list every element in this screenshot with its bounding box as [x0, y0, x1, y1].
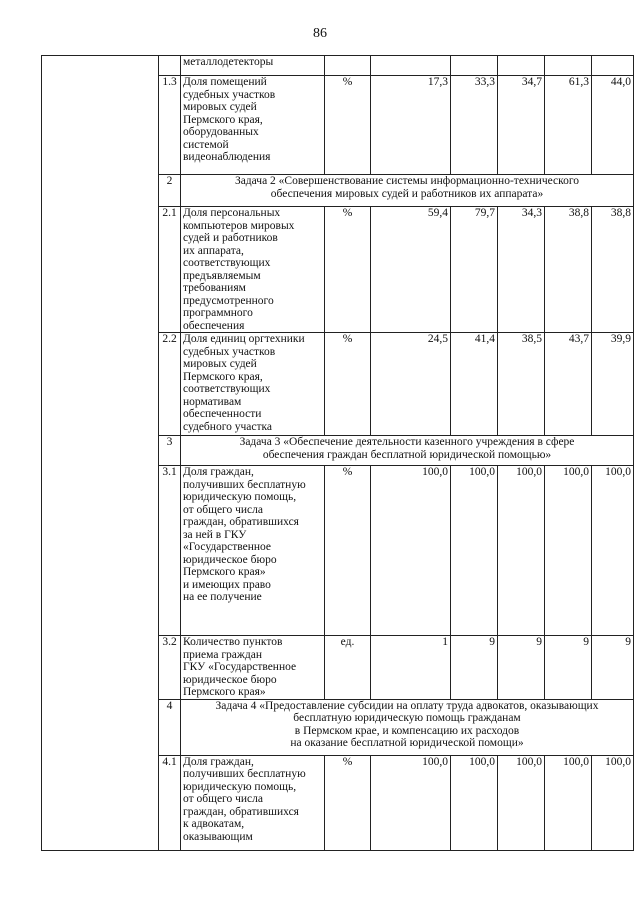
- value-cell: 34,7: [498, 76, 545, 175]
- row-number-cell: 4.1: [159, 755, 181, 850]
- value-cell: [592, 56, 634, 76]
- unit-cell: ед.: [325, 636, 371, 700]
- row-number-cell: 3.2: [159, 636, 181, 700]
- indicator-name-cell: Количество пунктов приема граждан ГКУ «Государственное юридическое бюро Пермского края»: [181, 636, 325, 700]
- value-cell: 100,0: [545, 755, 592, 850]
- value-cell: 59,4: [371, 207, 451, 333]
- indicator-name-cell: Доля граждан, получивших бесплатную юридическую помощь, от общего числа граждан, обратившихся к адвокатам, оказывающим: [181, 755, 325, 850]
- value-cell: 41,4: [451, 333, 498, 436]
- value-cell: 9: [592, 636, 634, 700]
- row-number-cell: 3: [159, 436, 181, 466]
- value-cell: 38,8: [592, 207, 634, 333]
- page-number: 86: [313, 26, 327, 41]
- indicator-name-cell: Доля помещений судебных участков мировых судей Пермского края, оборудованных системой видеонаблюдения: [181, 76, 325, 175]
- indicator-name-cell: Доля граждан, получивших бесплатную юридическую помощь, от общего числа граждан, обратившихся за ней в ГКУ «Государственное юридическое бюро Пермского края» и имеющих право на ее получение: [181, 466, 325, 636]
- value-cell: 100,0: [451, 755, 498, 850]
- row-number-cell: 2.1: [159, 207, 181, 333]
- indicator-name-cell: Доля персональных компьютеров мировых судей и работников их аппарата, соответствующих предъявляемым требованиям предусмотренного программного обеспечения: [181, 207, 325, 333]
- value-cell: 9: [451, 636, 498, 700]
- task-title-cell: Задача 4 «Предоставление субсидии на оплату труда адвокатов, оказывающих бесплатную юридическую помощь гражданам в Пермском крае, и компенсацию их расходов на оказание бесплатной юридической помощи»: [181, 699, 634, 755]
- value-cell: 34,3: [498, 207, 545, 333]
- value-cell: 9: [545, 636, 592, 700]
- value-cell: 44,0: [592, 76, 634, 175]
- unit-cell: [325, 56, 371, 76]
- value-cell: 38,8: [545, 207, 592, 333]
- value-cell: 61,3: [545, 76, 592, 175]
- blank-left-cell: [42, 56, 159, 851]
- value-cell: 9: [498, 636, 545, 700]
- value-cell: 100,0: [371, 466, 451, 636]
- indicator-name-cell: металлодетекторы: [181, 56, 325, 76]
- value-cell: 1: [371, 636, 451, 700]
- table-body: [42, 56, 634, 851]
- value-cell: 79,7: [451, 207, 498, 333]
- unit-cell: %: [325, 755, 371, 850]
- table-row: [42, 56, 634, 76]
- value-cell: [451, 56, 498, 76]
- value-cell: 100,0: [545, 466, 592, 636]
- unit-cell: %: [325, 207, 371, 333]
- value-cell: 100,0: [451, 466, 498, 636]
- row-number-cell: 3.1: [159, 466, 181, 636]
- value-cell: 39,9: [592, 333, 634, 436]
- value-cell: 38,5: [498, 333, 545, 436]
- value-cell: 100,0: [498, 466, 545, 636]
- task-title-cell: Задача 3 «Обеспечение деятельности казенного учреждения в сфере обеспечения граждан бесплатной юридической помощью»: [181, 436, 634, 466]
- value-cell: [371, 56, 451, 76]
- value-cell: 24,5: [371, 333, 451, 436]
- value-cell: 43,7: [545, 333, 592, 436]
- value-cell: 17,3: [371, 76, 451, 175]
- row-number-cell: 1.3: [159, 76, 181, 175]
- unit-cell: %: [325, 76, 371, 175]
- value-cell: 100,0: [592, 466, 634, 636]
- row-number-cell: 2: [159, 175, 181, 207]
- task-title-cell: Задача 2 «Совершенствование системы информационно-технического обеспечения мировых судей и работников их аппарата»: [181, 175, 634, 207]
- value-cell: 100,0: [498, 755, 545, 850]
- unit-cell: %: [325, 333, 371, 436]
- row-number-cell: 2.2: [159, 333, 181, 436]
- row-number-cell: [159, 56, 181, 76]
- value-cell: [498, 56, 545, 76]
- indicators-table: [41, 55, 634, 851]
- indicator-name-cell: Доля единиц оргтехники судебных участков мировых судей Пермского края, соответствующих нормативам обеспеченности судебного участка: [181, 333, 325, 436]
- unit-cell: %: [325, 466, 371, 636]
- value-cell: 100,0: [371, 755, 451, 850]
- row-number-cell: 4: [159, 699, 181, 755]
- value-cell: 33,3: [451, 76, 498, 175]
- value-cell: [545, 56, 592, 76]
- value-cell: 100,0: [592, 755, 634, 850]
